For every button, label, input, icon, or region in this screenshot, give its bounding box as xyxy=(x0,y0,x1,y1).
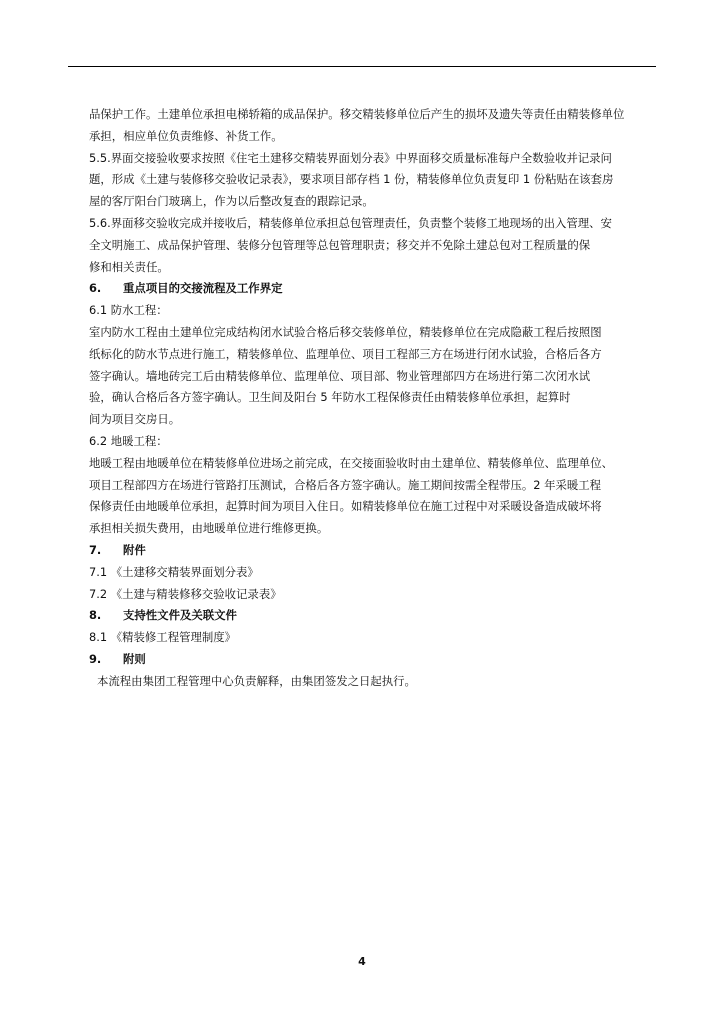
section-8-heading xyxy=(89,605,669,627)
paragraph-line: 验，确认合格后各方签字确认。卫生间及阳台 5 年防水工程保修责任由精装修单位承担，起算时 xyxy=(89,390,571,405)
section-number: 9. xyxy=(89,651,102,666)
section-number: 6. xyxy=(89,281,102,296)
section-title: 附则 xyxy=(123,651,146,666)
section-number: 8. xyxy=(89,608,102,623)
section-title: 附件 xyxy=(123,542,146,557)
paragraph-line: 纸标化的防水节点进行施工，精装修单位、监理单位、项目工程部三方在场进行闭水试验，合格后各方 xyxy=(89,346,602,361)
paragraph-line: 屋的客厅阳台门玻璃上，作为以后整改复查的跟踪记录。 xyxy=(89,194,374,209)
page-number: 4 xyxy=(358,955,366,968)
section-7-heading xyxy=(89,540,669,562)
attachment-item: 7.2 《土建与精装修移交验收记录表》 xyxy=(89,586,282,601)
paragraph-line: 室内防水工程由土建单位完成结构闭水试验合格后移交装修单位，精装修单位在完成隐蔽工程后按照图 xyxy=(89,324,602,339)
subsection-title: 6.1 防水工程： xyxy=(89,303,168,318)
attachment-item: 7.1 《土建移交精装界面划分表》 xyxy=(89,564,259,579)
section-number: 7. xyxy=(89,542,102,557)
document-body xyxy=(89,104,669,693)
paragraph-line: 承担相关损失费用，由地暖单位进行维修更换。 xyxy=(89,521,329,536)
paragraph-line: 项目工程部四方在场进行管路打压测试，合格后各方签字确认。施工期间按需全程带压。2 年采暖工程 xyxy=(89,477,602,492)
paragraph-line: 5.5.界面交接验收要求按照《住宅土建移交精装界面划分表》中界面移交质量标准每户全数验收并记录问 xyxy=(89,150,612,165)
header-rule xyxy=(68,66,656,67)
paragraph-line: 保修责任由地暖单位承担，起算时间为项目入住日。如精装修单位在施工过程中对采暖设备造成破坏将 xyxy=(89,499,602,514)
paragraph-line: 签字确认。墙地砖完工后由精装修单位、监理单位、项目部、物业管理部四方在场进行第二次闭水试 xyxy=(89,368,591,383)
closing-statement: 本流程由集团工程管理中心负责解释，由集团签发之日起执行。 xyxy=(97,673,416,688)
paragraph-line: 题，形成《土建与装修移交验收记录表》，要求项目部存档 1 份，精装修单位负责复印 1 份粘贴在该套房 xyxy=(89,172,614,187)
related-document-item: 8.1 《精装修工程管理制度》 xyxy=(89,630,237,645)
paragraph-line: 承担，相应单位负责维修、补货工作。 xyxy=(89,128,283,143)
paragraph-line: 品保护工作。土建单位承担电梯轿箱的成品保护。移交精装修单位后产生的损坏及遗失等责任由精装修单位 xyxy=(89,107,625,121)
section-9-heading xyxy=(89,649,669,671)
paragraph-line: 5.6.界面移交验收完成并接收后，精装修单位承担总包管理责任，负责整个装修工地现场的出入管理、安 xyxy=(89,215,612,230)
paragraph-line: 修和相关责任。 xyxy=(89,259,169,274)
section-title: 支持性文件及关联文件 xyxy=(123,608,237,623)
section-6-heading xyxy=(89,278,669,300)
paragraph-line: 全文明施工、成品保护管理、装修分包管理等总包管理职责；移交并不免除土建总包对工程质量的保 xyxy=(89,237,591,252)
paragraph-line: 地暖工程由地暖单位在精装修单位进场之前完成，在交接面验收时由土建单位、精装修单位、监理单位、 xyxy=(89,455,613,470)
subsection-title: 6.2 地暖工程： xyxy=(89,433,168,448)
paragraph-line: 间为项目交房日。 xyxy=(89,412,181,427)
section-title: 重点项目的交接流程及工作界定 xyxy=(123,281,283,296)
